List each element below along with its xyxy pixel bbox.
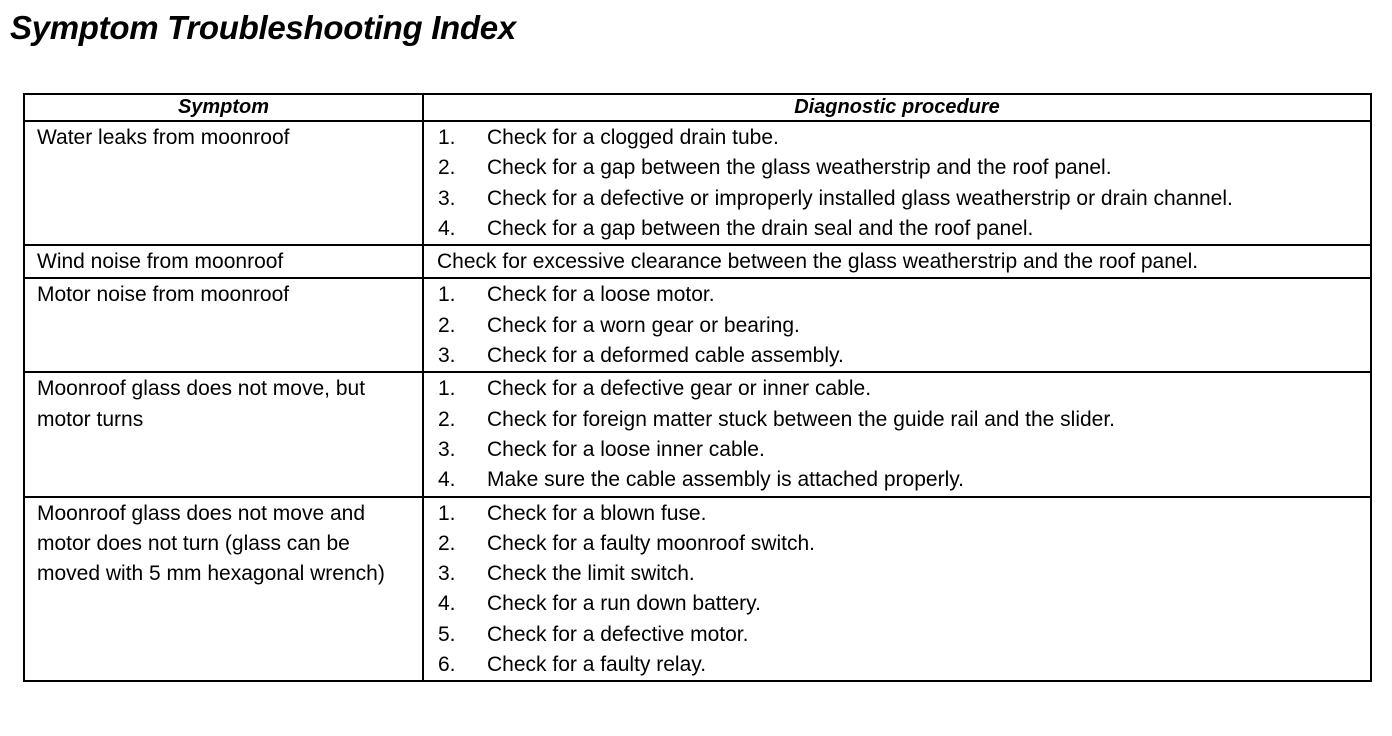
symptom-cell — [24, 372, 423, 496]
symptom-text: Water leaks from moonroof — [37, 126, 290, 149]
step-number: 4. — [438, 592, 456, 616]
procedure-step — [438, 499, 1370, 529]
step-text: Check for a faulty moonroof switch. — [487, 531, 815, 555]
step-text: Check the limit switch. — [487, 562, 695, 586]
step-number: 3. — [438, 562, 456, 586]
symptom-text: Motor noise from moonroof — [37, 283, 290, 307]
step-text: Check for a gap between the drain seal and the roof panel. — [487, 216, 1034, 240]
step-text: Check for a loose inner cable. — [487, 437, 765, 461]
step-text: Check for a defective gear or inner cable. — [487, 377, 872, 401]
procedure-step — [438, 620, 1370, 650]
troubleshooting-table — [23, 93, 1372, 682]
procedure-step — [438, 374, 1370, 404]
procedure-step — [438, 589, 1370, 619]
step-text: Check for a defective or improperly installed glass weatherstrip or drain channel. — [487, 186, 1233, 210]
symptom-text: Wind noise from moonroof — [37, 250, 284, 274]
step-text: Check for a gap between the glass weatherstrip and the roof panel. — [487, 156, 1112, 180]
step-text: Check for foreign matter stuck between the guide rail and the slider. — [487, 407, 1116, 431]
step-number: 2. — [438, 156, 456, 180]
step-text: Check for a clogged drain tube. — [487, 126, 779, 149]
step-text: Check for a deformed cable assembly. — [487, 344, 844, 368]
column-header-symptom: Symptom — [24, 94, 423, 121]
procedure-cell — [423, 278, 1371, 372]
step-text: Check for a run down battery. — [487, 592, 761, 616]
step-number: 3. — [438, 437, 456, 461]
procedure-step — [438, 153, 1370, 183]
procedure-cell — [423, 372, 1371, 496]
table-row — [24, 372, 1371, 496]
procedure-cell — [423, 497, 1371, 682]
step-number: 2. — [438, 407, 456, 431]
symptom-text: Moonroof glass does not move, but motor turns — [37, 377, 366, 431]
procedure-step — [438, 280, 1370, 310]
step-text: Check for a defective motor. — [487, 622, 749, 646]
procedure-step — [438, 341, 1370, 371]
table-row — [24, 245, 1371, 278]
procedure-list — [424, 498, 1370, 681]
page-title: Symptom Troubleshooting Index — [10, 9, 516, 46]
step-number: 3. — [438, 344, 456, 368]
step-number: 1. — [438, 126, 456, 149]
step-text: Check for a blown fuse. — [487, 501, 707, 525]
table-row — [24, 278, 1371, 372]
step-text: Make sure the cable assembly is attached properly. — [487, 468, 965, 492]
step-number: 1. — [438, 283, 456, 307]
table-row — [24, 497, 1371, 682]
step-number: 2. — [438, 531, 456, 555]
procedure-step — [438, 184, 1370, 214]
procedure-step — [438, 465, 1370, 495]
table-row — [24, 121, 1371, 245]
symptom-text: Moonroof glass does not move and motor does not turn (glass can be moved with 5 mm hexagonal wrench) — [37, 501, 385, 586]
step-number: 6. — [438, 653, 456, 677]
step-text: Check for a faulty relay. — [487, 653, 707, 677]
symptom-cell — [24, 121, 423, 245]
procedure-cell — [423, 245, 1371, 278]
procedure-step — [438, 559, 1370, 589]
step-number: 3. — [438, 186, 456, 210]
procedure-step — [438, 435, 1370, 465]
step-number: 2. — [438, 313, 456, 337]
procedure-list — [424, 373, 1370, 495]
symptom-cell — [24, 278, 423, 372]
procedure-step — [438, 311, 1370, 341]
step-number: 4. — [438, 468, 456, 492]
procedure-step — [438, 650, 1370, 680]
step-text: Check for a loose motor. — [487, 283, 715, 307]
symptom-cell — [24, 497, 423, 682]
procedure-text: Check for excessive clearance between the glass weatherstrip and the roof panel. — [437, 250, 1199, 274]
symptom-cell — [24, 245, 423, 278]
column-header-diagnostic-procedure: Diagnostic procedure — [423, 94, 1371, 121]
procedure-step — [438, 123, 1370, 153]
procedure-step — [438, 405, 1370, 435]
procedure-step — [438, 529, 1370, 559]
procedure-step — [438, 214, 1370, 244]
step-number: 5. — [438, 622, 456, 646]
step-number: 4. — [438, 216, 456, 240]
step-text: Check for a worn gear or bearing. — [487, 313, 800, 337]
step-number: 1. — [438, 501, 456, 525]
procedure-list — [424, 279, 1370, 371]
procedure-list — [424, 122, 1370, 244]
procedure-cell — [423, 121, 1371, 245]
step-number: 1. — [438, 377, 456, 401]
table-header-row — [24, 94, 1371, 121]
